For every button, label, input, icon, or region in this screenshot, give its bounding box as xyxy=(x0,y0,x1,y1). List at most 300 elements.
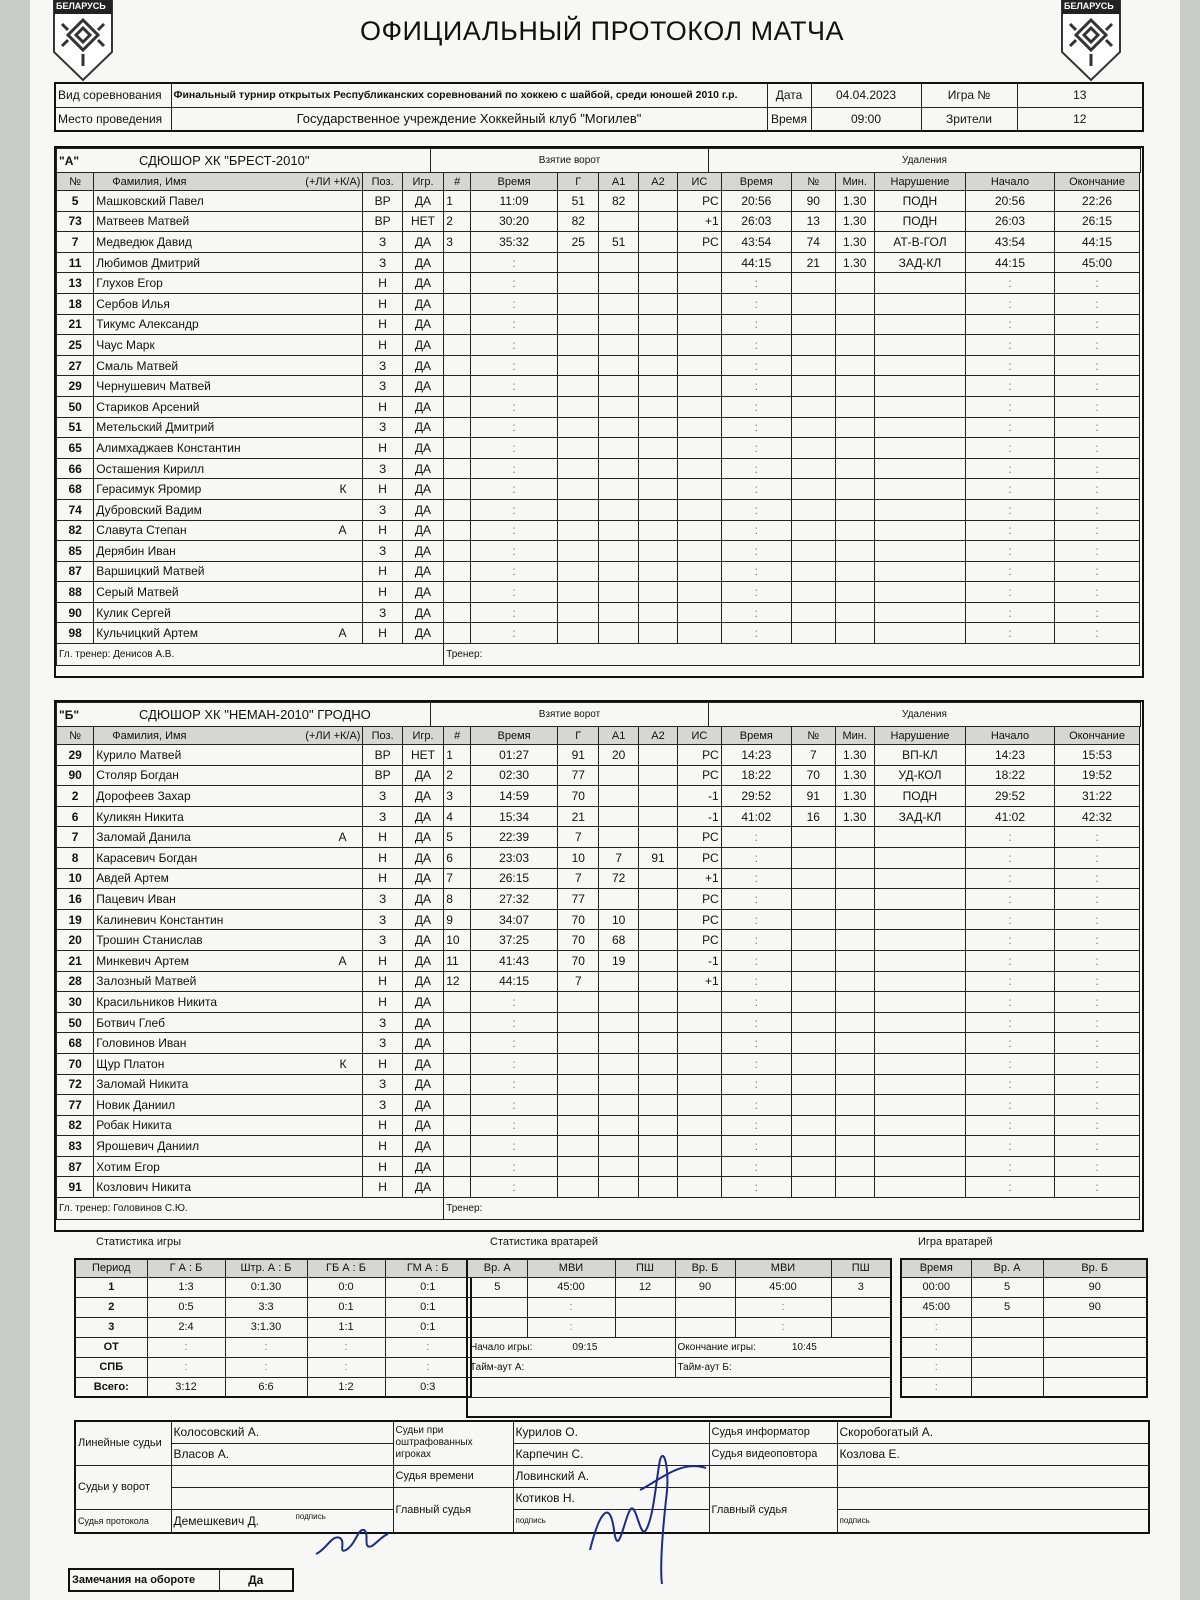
goal-time-empty: : xyxy=(471,396,558,417)
player-position: З xyxy=(363,252,402,273)
teamB-title-row xyxy=(56,702,1141,727)
goal-scorer: 70 xyxy=(558,950,599,971)
goal-cell xyxy=(638,602,677,623)
goal-cell xyxy=(638,582,677,603)
player-played: НЕТ xyxy=(402,745,443,766)
penalty-time-empty: : xyxy=(721,602,791,623)
goalie-stats-table xyxy=(466,1258,892,1418)
player-number: 27 xyxy=(57,355,94,376)
goal-number: 6 xyxy=(444,847,471,868)
belarus-hockey-logo-icon xyxy=(52,0,114,82)
player-name-cell xyxy=(94,827,363,848)
player-position: Н xyxy=(363,992,402,1013)
player-name: Пацевич Иван xyxy=(96,891,176,906)
penalty-cell xyxy=(835,602,874,623)
player-played: ДА xyxy=(402,847,443,868)
goal-cell xyxy=(638,499,677,520)
goal-number xyxy=(444,376,471,397)
penalty-time-empty: : xyxy=(721,847,791,868)
penalty-cell xyxy=(874,930,965,951)
penalty-cell xyxy=(792,1074,835,1095)
penalty-cell xyxy=(792,355,835,376)
player-played: ДА xyxy=(402,992,443,1013)
player-position: Н xyxy=(363,827,402,848)
stat-cell: 1:1 xyxy=(307,1317,385,1337)
penalty-end-empty: : xyxy=(1055,889,1140,910)
penalty-start-empty: : xyxy=(965,541,1054,562)
penalty-cell xyxy=(792,1136,835,1157)
player-position: З xyxy=(363,602,402,623)
logo-text-right: БЕЛАРУСЬ xyxy=(1064,1,1114,11)
penalty-time-empty: : xyxy=(721,479,791,500)
goal-assist-1 xyxy=(599,971,638,992)
goal-cell xyxy=(678,561,721,582)
goal-time: 22:39 xyxy=(471,827,558,848)
penalty-cell xyxy=(874,520,965,541)
penalty-time-empty: : xyxy=(721,376,791,397)
player-position: Н xyxy=(363,293,402,314)
penalty-cell xyxy=(792,561,835,582)
goal-cell xyxy=(638,1115,677,1136)
penalty-cell xyxy=(835,1115,874,1136)
goal-time: 27:32 xyxy=(471,889,558,910)
goal-number: 3 xyxy=(444,232,471,253)
goal-cell xyxy=(638,1033,677,1054)
penalty-start-empty: : xyxy=(965,417,1054,438)
goal-assist-1: 51 xyxy=(599,232,638,253)
player-name: Варшицкий Матвей xyxy=(96,564,205,579)
stat-cell: ОТ xyxy=(75,1337,147,1357)
goal-cell xyxy=(558,582,599,603)
penalty-time-empty: : xyxy=(721,541,791,562)
player-name: Козлович Никита xyxy=(96,1180,191,1195)
table-row xyxy=(57,765,1140,786)
penalty-start: 43:54 xyxy=(965,232,1054,253)
goal-cell xyxy=(558,992,599,1013)
goal-cell xyxy=(599,252,638,273)
player-position: Н xyxy=(363,1177,402,1198)
goal-cell xyxy=(599,396,638,417)
goals-section-title: Взятие ворот xyxy=(431,703,709,727)
goal-situation: -1 xyxy=(678,950,721,971)
goal-scorer: 7 xyxy=(558,868,599,889)
stat-cell: 2:4 xyxy=(147,1317,225,1337)
igr-header: Игр. xyxy=(402,727,443,745)
penalty-cell xyxy=(874,293,965,314)
penalty-time: 20:56 xyxy=(721,191,791,212)
table-row xyxy=(57,971,1140,992)
penalty-end-empty: : xyxy=(1055,335,1140,356)
player-name: Заломай Никита xyxy=(96,1077,189,1092)
player-name-cell xyxy=(94,806,363,827)
player-played: ДА xyxy=(402,868,443,889)
penalty-start-empty: : xyxy=(965,602,1054,623)
logo-text-left: БЕЛАРУСЬ xyxy=(56,1,106,11)
stat-cell xyxy=(831,1297,891,1317)
goal-cell xyxy=(599,417,638,438)
penalty-player-header: № xyxy=(792,173,835,191)
stat-cell: 1 xyxy=(75,1277,147,1297)
player-number: 98 xyxy=(57,623,94,644)
goal-cell xyxy=(599,1033,638,1054)
penalty-cell xyxy=(874,273,965,294)
scorer-label: Судья протокола xyxy=(75,1509,171,1533)
table-row xyxy=(57,1156,1140,1177)
stat-cell: 45:00 xyxy=(735,1277,831,1297)
penalty-end-empty: : xyxy=(1055,520,1140,541)
penalty-cell xyxy=(792,479,835,500)
player-position: Н xyxy=(363,1136,402,1157)
player-position: Н xyxy=(363,479,402,500)
stat-cell: 0:1 xyxy=(385,1277,471,1297)
goal-number xyxy=(444,1053,471,1074)
player-played: ДА xyxy=(402,1177,443,1198)
player-number: 90 xyxy=(57,765,94,786)
penalty-cell xyxy=(874,889,965,910)
penalty-time-empty: : xyxy=(721,827,791,848)
goal-cell xyxy=(638,992,677,1013)
informer-label: Судья информатор xyxy=(709,1421,837,1443)
goal-time-empty: : xyxy=(471,499,558,520)
penalty-end: 31:22 xyxy=(1055,786,1140,807)
goal-assist-1: 10 xyxy=(599,909,638,930)
player-played: ДА xyxy=(402,520,443,541)
player-name-cell xyxy=(94,1012,363,1033)
penalty-cell xyxy=(835,950,874,971)
table-row xyxy=(901,1317,1147,1337)
penalty-cell xyxy=(874,1033,965,1054)
penalty-cell xyxy=(792,623,835,644)
player-played: ДА xyxy=(402,252,443,273)
goal-scorer: 51 xyxy=(558,191,599,212)
stat-cell xyxy=(615,1297,675,1317)
goal-number xyxy=(444,992,471,1013)
stat-cell xyxy=(971,1377,1043,1397)
player-number: 6 xyxy=(57,806,94,827)
player-number: 50 xyxy=(57,396,94,417)
table-row xyxy=(57,293,1140,314)
stat-cell: : xyxy=(225,1337,307,1357)
player-position: Н xyxy=(363,971,402,992)
player-position: З xyxy=(363,786,402,807)
player-played: ДА xyxy=(402,273,443,294)
goal-time: 44:15 xyxy=(471,971,558,992)
goal-cell xyxy=(599,623,638,644)
goal-cell xyxy=(638,335,677,356)
table-row xyxy=(57,438,1140,459)
goal-number xyxy=(444,582,471,603)
penalty-end-empty: : xyxy=(1055,438,1140,459)
penalty-cell xyxy=(835,1033,874,1054)
player-number: 13 xyxy=(57,273,94,294)
goal-situation: РС xyxy=(678,889,721,910)
teamB-main-table xyxy=(56,726,1140,1220)
player-position: З xyxy=(363,232,402,253)
player-name-cell xyxy=(94,479,363,500)
penalty-cell xyxy=(792,930,835,951)
trainer-label: Тренер: xyxy=(444,644,1140,666)
goal-cell xyxy=(678,623,721,644)
penalty-start-empty: : xyxy=(965,396,1054,417)
penalty-end-empty: : xyxy=(1055,868,1140,889)
goal-cell xyxy=(558,417,599,438)
goal-assist-2 xyxy=(638,806,677,827)
penalty-cell xyxy=(835,1136,874,1157)
stat-cell: 5 xyxy=(971,1297,1043,1317)
linesman-2: Власов А. xyxy=(171,1443,393,1465)
penalty-time-empty: : xyxy=(721,335,791,356)
penalty-cell xyxy=(835,541,874,562)
penalty-cell xyxy=(874,1156,965,1177)
goal-situation: -1 xyxy=(678,806,721,827)
goal-cell xyxy=(678,1095,721,1116)
goal-cell xyxy=(678,479,721,500)
penalty-cell xyxy=(792,438,835,459)
goal-cell xyxy=(678,1177,721,1198)
penalty-cell xyxy=(874,1053,965,1074)
player-name: Герасимук Яромир xyxy=(96,482,202,497)
goal-number: 1 xyxy=(444,191,471,212)
player-played: ДА xyxy=(402,827,443,848)
penalty-time-empty: : xyxy=(721,992,791,1013)
player-played: ДА xyxy=(402,1012,443,1033)
stat-cell: 0:1.30 xyxy=(225,1277,307,1297)
penalty-start-empty: : xyxy=(965,930,1054,951)
stat-cell: : xyxy=(147,1337,225,1357)
player-number: 30 xyxy=(57,992,94,1013)
penalty-cell xyxy=(835,582,874,603)
goal-scorer-header: Г xyxy=(558,727,599,745)
penalty-cell xyxy=(835,971,874,992)
player-name: Минкевич Артем xyxy=(96,953,190,968)
goal-time-empty: : xyxy=(471,520,558,541)
goal-assist-2 xyxy=(638,950,677,971)
player-position: З xyxy=(363,541,402,562)
scorer-value: Демешкевич Д. xyxy=(173,1513,260,1528)
player-position: Н xyxy=(363,273,402,294)
table-row xyxy=(57,1053,1140,1074)
penalty-cell xyxy=(792,314,835,335)
match-info-table xyxy=(54,82,1144,132)
goal-assist-2 xyxy=(638,211,677,232)
penalty-cell xyxy=(835,847,874,868)
goal-assist-2 xyxy=(638,868,677,889)
penalty-cell xyxy=(792,582,835,603)
teamA-main-table xyxy=(56,172,1140,666)
penalty-end-empty: : xyxy=(1055,458,1140,479)
goal-cell xyxy=(678,396,721,417)
goal-assist-1: 20 xyxy=(599,745,638,766)
player-played: ДА xyxy=(402,602,443,623)
goal-time-empty: : xyxy=(471,273,558,294)
player-position: З xyxy=(363,376,402,397)
goal-time: 01:27 xyxy=(471,745,558,766)
penalty-time-empty: : xyxy=(721,1012,791,1033)
penalty-time: 41:02 xyxy=(721,806,791,827)
goal-cell xyxy=(599,1115,638,1136)
assist1-header: А1 xyxy=(599,727,638,745)
table-row xyxy=(75,1377,471,1397)
goal-time: 30:20 xyxy=(471,211,558,232)
player-number: 2 xyxy=(57,786,94,807)
penalty-time-empty: : xyxy=(721,561,791,582)
goal-cell xyxy=(558,438,599,459)
penalty-cell xyxy=(835,1156,874,1177)
penalty-start-empty: : xyxy=(965,561,1054,582)
goal-scorer: 91 xyxy=(558,745,599,766)
goal-number xyxy=(444,1012,471,1033)
stat-cell: : xyxy=(527,1317,615,1337)
protocol-sheet xyxy=(30,0,1180,1600)
table-row xyxy=(57,930,1140,951)
table-row xyxy=(57,827,1140,848)
penalty-cell xyxy=(874,458,965,479)
goal-cell xyxy=(638,561,677,582)
penalty-start-empty: : xyxy=(965,376,1054,397)
player-name-cell xyxy=(94,376,363,397)
stat-cell: : xyxy=(901,1357,971,1377)
stat-cell: : xyxy=(901,1317,971,1337)
player-name-cell xyxy=(94,623,363,644)
goal-number xyxy=(444,1177,471,1198)
goal-cell xyxy=(558,1053,599,1074)
goal-cell xyxy=(638,479,677,500)
column-header: Вр. Б xyxy=(1043,1259,1147,1277)
penalty-start-empty: : xyxy=(965,273,1054,294)
penalty-cell xyxy=(874,1074,965,1095)
penalty-end-empty: : xyxy=(1055,623,1140,644)
penalty-player: 74 xyxy=(792,232,835,253)
goalie-stats-title: Статистика вратарей xyxy=(490,1236,599,1248)
penalty-cell xyxy=(874,438,965,459)
time-label: Время xyxy=(767,107,811,131)
penalty-time-empty: : xyxy=(721,499,791,520)
column-header: Время xyxy=(901,1259,971,1277)
penalty-end-empty: : xyxy=(1055,1136,1140,1157)
num-header: № xyxy=(57,173,94,191)
belarus-hockey-logo-icon xyxy=(1060,0,1122,82)
penalty-end-empty: : xyxy=(1055,602,1140,623)
pos-header: Поз. xyxy=(363,727,402,745)
player-name: Столяр Богдан xyxy=(96,768,179,783)
player-number: 10 xyxy=(57,868,94,889)
player-name: Серый Матвей xyxy=(96,585,179,600)
coach: Гл. тренер: Денисов А.В. xyxy=(57,644,444,666)
penalty-end-empty: : xyxy=(1055,479,1140,500)
player-name: Сербов Илья xyxy=(96,296,170,311)
penalty-cell xyxy=(874,1136,965,1157)
goal-judge-1 xyxy=(171,1465,393,1487)
table-row xyxy=(57,582,1140,603)
player-role: А xyxy=(338,523,347,538)
goal-time: 41:43 xyxy=(471,950,558,971)
stat-cell: : xyxy=(735,1297,831,1317)
player-number: 28 xyxy=(57,971,94,992)
player-name-cell xyxy=(94,1177,363,1198)
goal-cell xyxy=(678,273,721,294)
goal-assist-1: 82 xyxy=(599,191,638,212)
goal-assist-2 xyxy=(638,765,677,786)
stat-cell: 90 xyxy=(1043,1277,1147,1297)
penalty-cell xyxy=(835,992,874,1013)
table-row xyxy=(57,745,1140,766)
table-row xyxy=(57,541,1140,562)
player-position: З xyxy=(363,355,402,376)
goal-cell xyxy=(678,376,721,397)
penalty-time-empty: : xyxy=(721,1074,791,1095)
goal-number xyxy=(444,520,471,541)
penalty-player: 21 xyxy=(792,252,835,273)
stat-cell: 0:1 xyxy=(385,1317,471,1337)
goalie-play-title: Игра вратарей xyxy=(918,1236,993,1248)
penalty-cell xyxy=(792,1012,835,1033)
penalty-cell xyxy=(874,971,965,992)
penalty-time-empty: : xyxy=(721,889,791,910)
penalty-start-empty: : xyxy=(965,582,1054,603)
competition-label: Вид соревнования xyxy=(55,83,171,107)
goal-cell xyxy=(599,1012,638,1033)
penalty-cell xyxy=(874,499,965,520)
penalty-end: 45:00 xyxy=(1055,252,1140,273)
penalty-start-empty: : xyxy=(965,868,1054,889)
table-row xyxy=(75,1357,471,1377)
game-number-value: 13 xyxy=(1017,83,1143,107)
goal-number-header: # xyxy=(444,173,471,191)
penalty-start-empty: : xyxy=(965,909,1054,930)
goal-cell xyxy=(558,273,599,294)
goal-cell xyxy=(599,1136,638,1157)
player-number: 18 xyxy=(57,293,94,314)
spectators-label: Зрители xyxy=(921,107,1017,131)
player-number: 74 xyxy=(57,499,94,520)
goal-cell xyxy=(558,1177,599,1198)
player-played: ДА xyxy=(402,396,443,417)
stat-cell: 0:1 xyxy=(307,1297,385,1317)
game-start-value: 09:15 xyxy=(572,1341,598,1353)
player-played: ДА xyxy=(402,1033,443,1054)
goals-section-title: Взятие ворот xyxy=(431,149,709,173)
table-row xyxy=(57,479,1140,500)
penalty-cell xyxy=(874,376,965,397)
goal-cell xyxy=(638,520,677,541)
goal-time-empty: : xyxy=(471,1012,558,1033)
penalty-violation: ПОДН xyxy=(874,191,965,212)
penalty-time-header: Время xyxy=(721,173,791,191)
player-played: ДА xyxy=(402,1074,443,1095)
column-header: Вр. А xyxy=(467,1259,527,1277)
date-value: 04.04.2023 xyxy=(811,83,921,107)
penalty-end-empty: : xyxy=(1055,1074,1140,1095)
goal-time-header: Время xyxy=(471,727,558,745)
goal-number xyxy=(444,1136,471,1157)
goal-cell xyxy=(599,314,638,335)
penalty-start-empty: : xyxy=(965,971,1054,992)
penalty-end-header: Окончание xyxy=(1055,727,1140,745)
goal-situation: +1 xyxy=(678,211,721,232)
penalty-cell xyxy=(792,971,835,992)
goal-time: 11:09 xyxy=(471,191,558,212)
penalty-cell xyxy=(792,520,835,541)
penalty-time-empty: : xyxy=(721,1156,791,1177)
player-position: Н xyxy=(363,1053,402,1074)
table-row xyxy=(57,868,1140,889)
timeout-a: Тайм-аут А: xyxy=(467,1357,675,1377)
player-number: 90 xyxy=(57,602,94,623)
player-position: Н xyxy=(363,847,402,868)
goal-number: 8 xyxy=(444,889,471,910)
goal-cell xyxy=(558,602,599,623)
penalty-start-empty: : xyxy=(965,827,1054,848)
